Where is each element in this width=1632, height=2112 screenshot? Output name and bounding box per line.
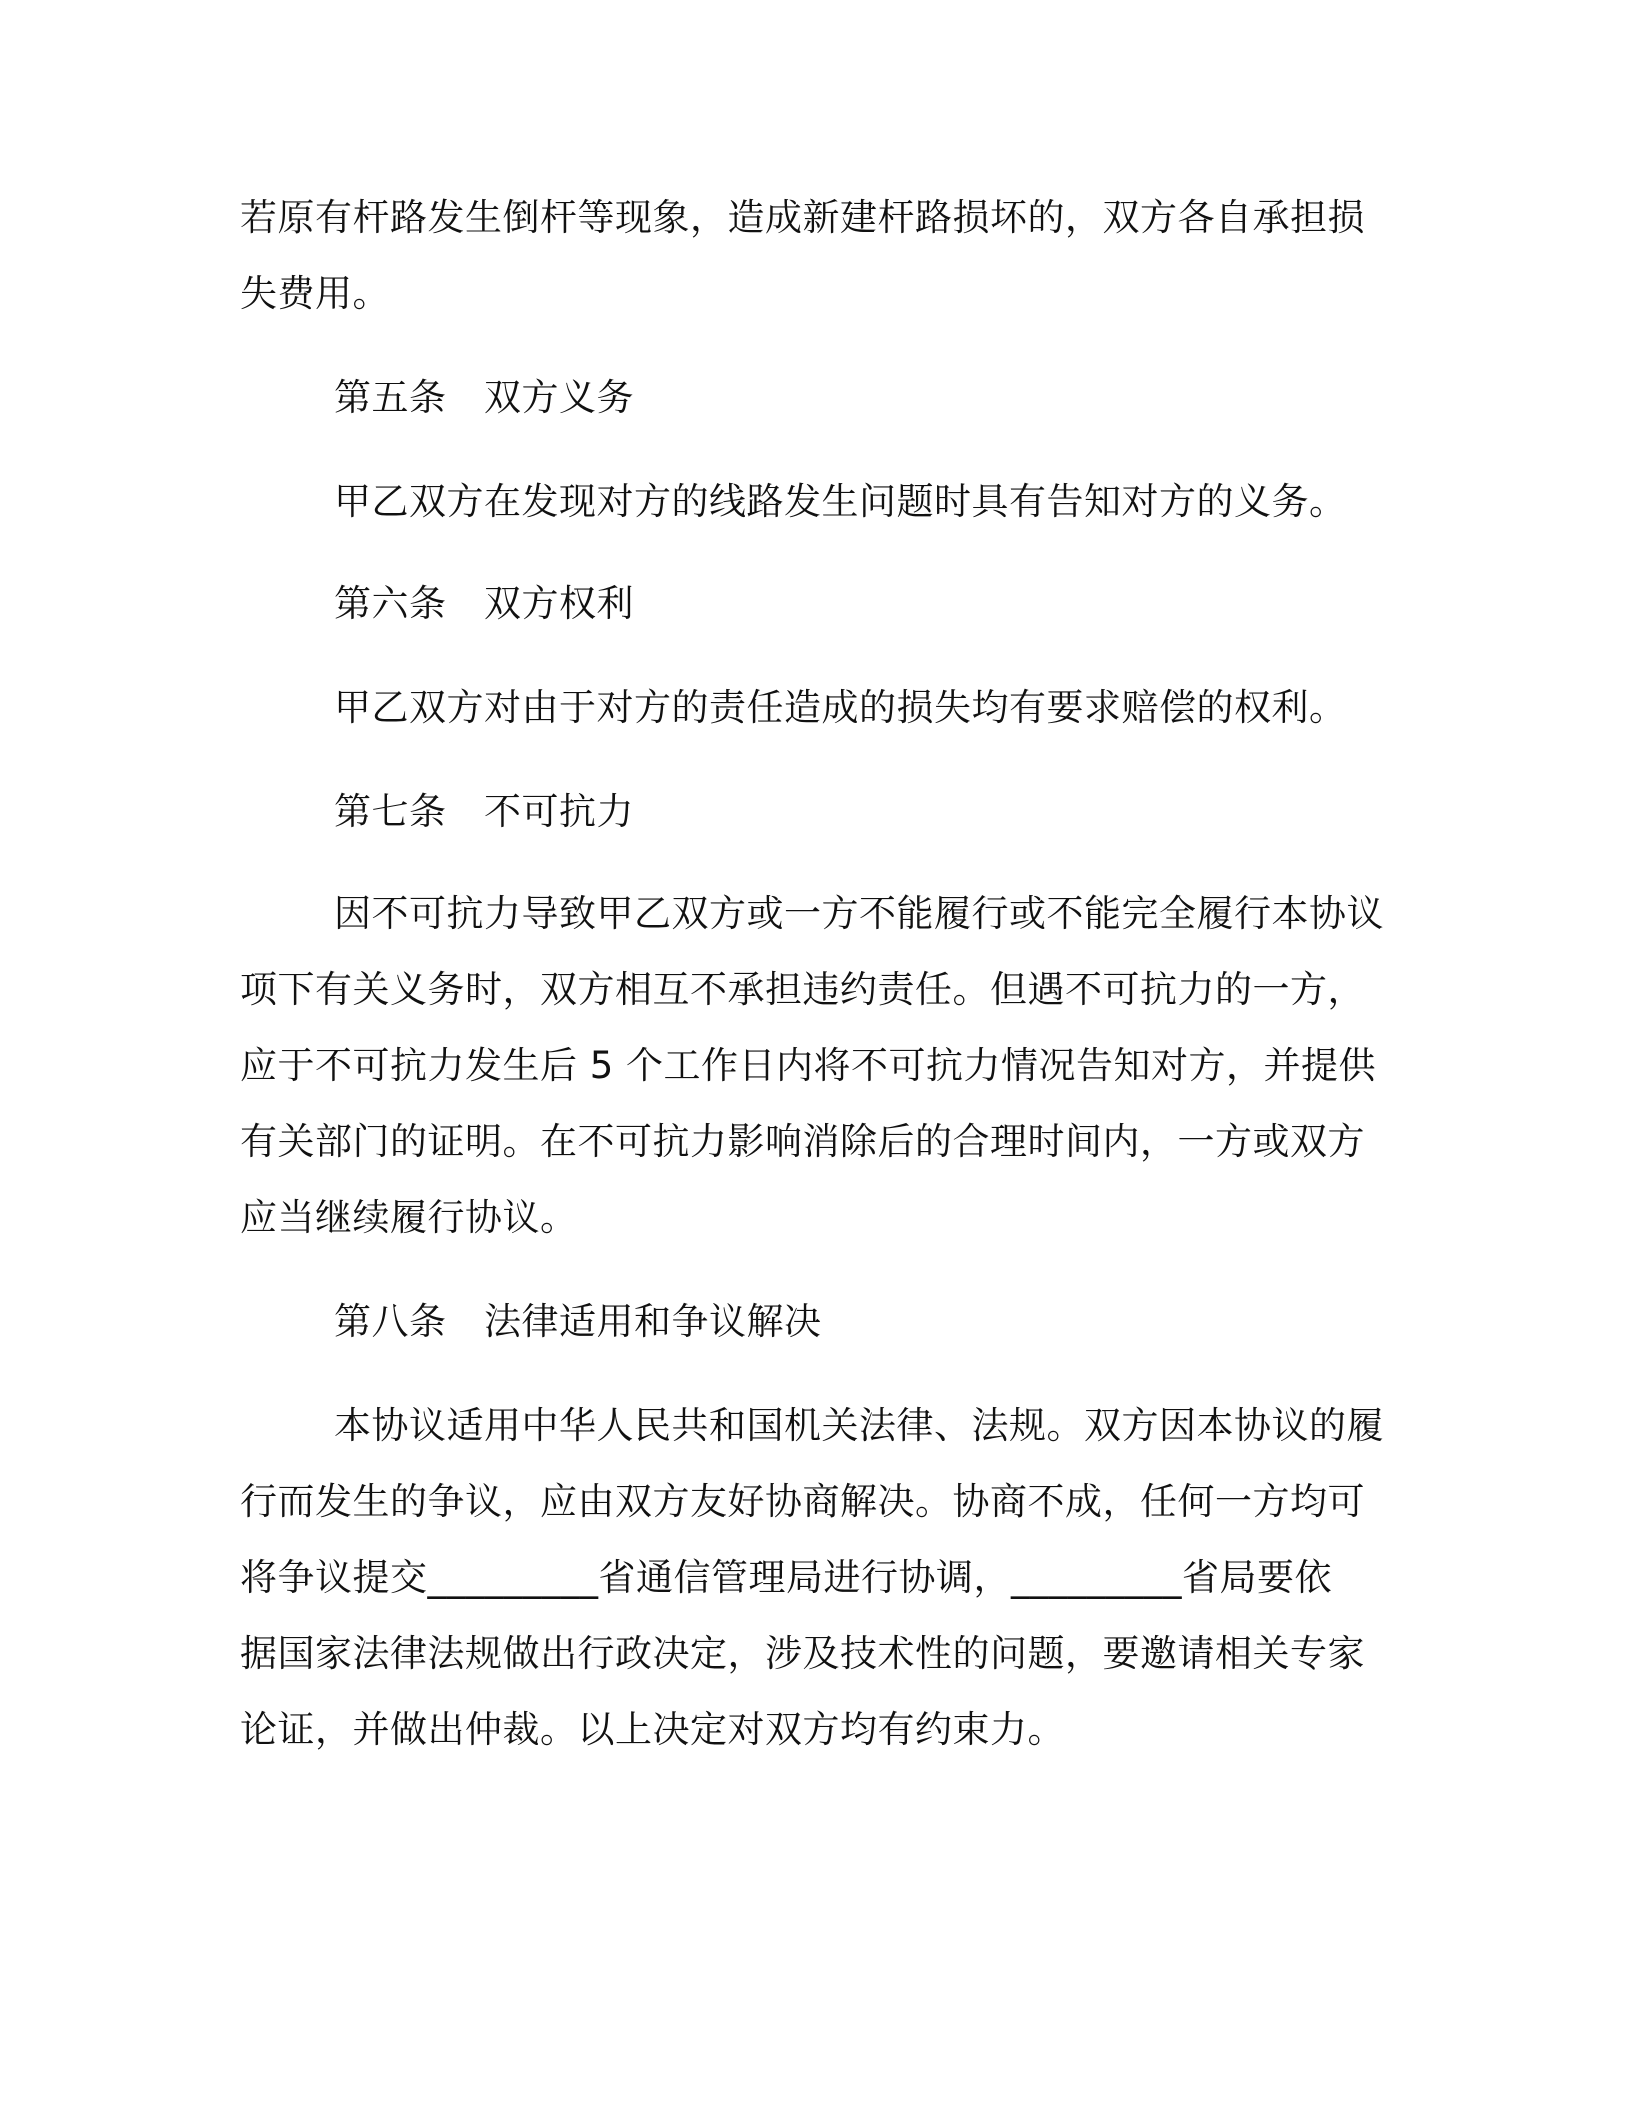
article-heading-5: 第五条 双方义务 [334,376,634,419]
paragraph-line: 因不可抗力导致甲乙双方或一方不能履行或不能完全履行本协议 [334,892,1384,935]
article-heading-6: 第六条 双方权利 [334,582,634,625]
paragraph-line: 有关部门的证明。在不可抗力影响消除后的合理时间内，一方或双方 [240,1120,1365,1163]
paragraph-line: 本协议适用中华人民共和国机关法律、法规。双方因本协议的履 [334,1404,1384,1447]
paragraph-line: 项下有关义务时，双方相互不承担违约责任。但遇不可抗力的一方， [240,968,1365,1011]
paragraph-line: 甲乙双方对由于对方的责任造成的损失均有要求赔偿的权利。 [334,686,1347,729]
paragraph-line: 应于不可抗力发生后 5 个工作日内将不可抗力情况告知对方，并提供 [240,1044,1377,1087]
paragraph-line: 应当继续履行协议。 [240,1196,578,1239]
article-heading-8: 第八条 法律适用和争议解决 [334,1300,822,1343]
paragraph-line: 论证，并做出仲裁。以上决定对双方均有约束力。 [240,1708,1065,1751]
article-heading-7: 第七条 不可抗力 [334,790,634,833]
paragraph-line: 甲乙双方在发现对方的线路发生问题时具有告知对方的义务。 [334,480,1347,523]
paragraph-line: 若原有杆路发生倒杆等现象，造成新建杆路损坏的，双方各自承担损 [240,196,1365,239]
paragraph-line: 据国家法律法规做出行政决定，涉及技术性的问题，要邀请相关专家 [240,1632,1365,1675]
paragraph-line: 行而发生的争议，应由双方友好协商解决。协商不成，任何一方均可 [240,1480,1365,1523]
paragraph-line: 失费用。 [240,272,390,315]
paragraph-line: 将争议提交_________省通信管理局进行协调，_________省局要依 [240,1556,1332,1599]
